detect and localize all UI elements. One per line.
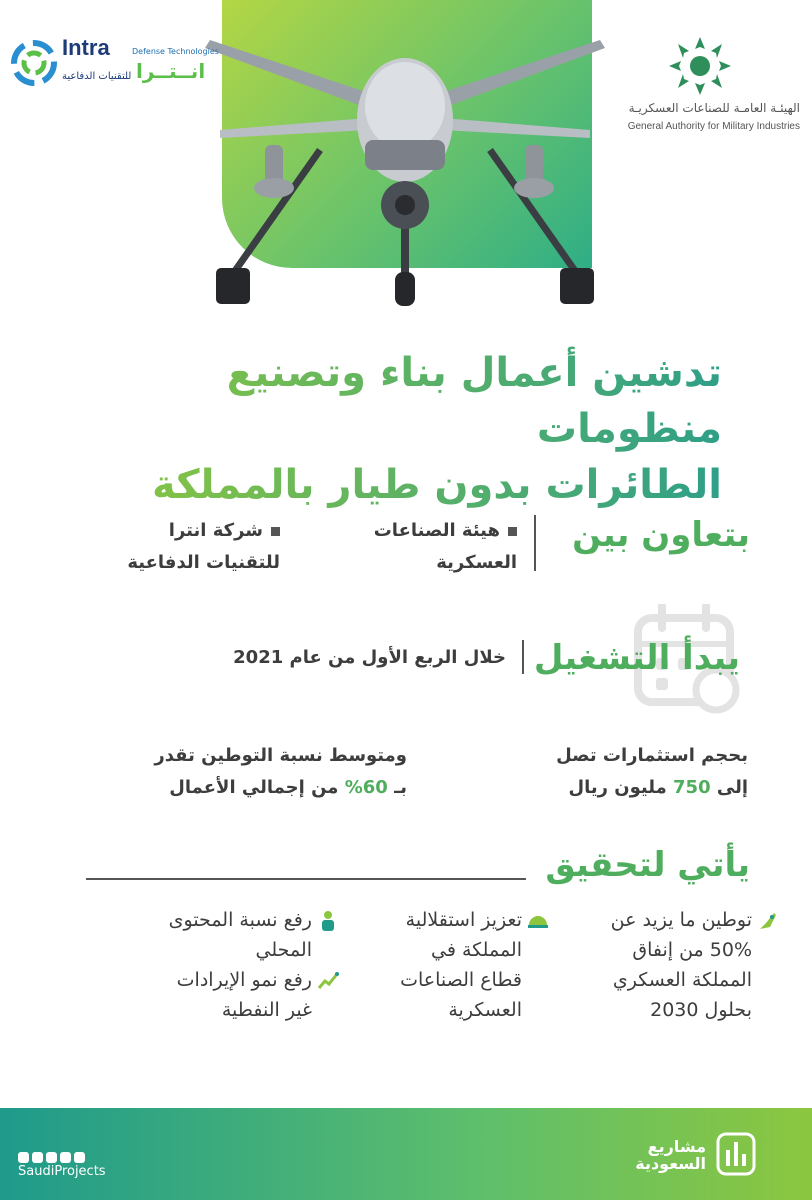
facebook-icon[interactable]	[60, 1152, 71, 1163]
gami-english-name: General Authority for Military Industries	[627, 121, 800, 132]
localization-line-1: ومتوسط نسبة التوطين تقدر	[154, 745, 407, 766]
localization-line-2-prefix: بـ	[387, 777, 407, 798]
party-intra-line-2: للتقنيات الدفاعية	[127, 552, 280, 573]
growth-chart-icon	[316, 969, 340, 993]
intra-arabic-name: انــتــرا	[136, 59, 206, 83]
intra-english-subtitle: Defense Technologies	[132, 47, 219, 56]
goal-2-line-2: المملكة في	[431, 939, 522, 961]
intra-english-name: Intra	[62, 35, 110, 60]
goal-2-line-4: العسكرية	[448, 999, 522, 1021]
headline	[82, 345, 722, 513]
goal-item	[102, 965, 312, 1025]
party-gami-line-1: هيئة الصناعات	[373, 520, 500, 541]
investment-line-2-prefix: إلى	[710, 777, 748, 798]
helmet-icon	[526, 909, 550, 933]
goal-1-line-1: توطين ما يزيد عن	[610, 909, 752, 931]
instagram-icon[interactable]	[74, 1152, 85, 1163]
operation-text: خلال الربع الأول من عام 2021	[233, 647, 506, 668]
headline-line-2: الطائرات بدون طيار بالمملكة	[151, 462, 722, 508]
goal-1-line-3: المملكة العسكري	[612, 969, 752, 991]
goal-3-line-2: المحلي	[255, 939, 312, 961]
investment-block	[448, 740, 748, 804]
saudi-projects-logo-icon	[716, 1132, 756, 1176]
cooperation-divider	[534, 515, 536, 571]
footer-brand	[635, 1138, 706, 1172]
bullet-square	[271, 527, 280, 536]
goal-3-line-1: رفع نسبة المحتوى	[168, 909, 312, 931]
goal-4-line-2: غير النفطية	[221, 999, 312, 1021]
localization-percent: 60%	[344, 777, 388, 798]
soldier-icon	[316, 909, 340, 933]
bullet-square	[508, 527, 517, 536]
gami-logo	[610, 35, 800, 135]
intra-logo	[10, 35, 219, 95]
goal-item	[347, 905, 522, 1025]
twitter-icon[interactable]	[46, 1152, 57, 1163]
operation-title: يبدأ التشغيل	[533, 638, 740, 678]
goal-2-line-1: تعزيز استقلالية	[405, 909, 522, 931]
goal-1-line-4: بحلول 2030	[650, 999, 752, 1021]
footer-brand-line-2: السعودية	[635, 1154, 706, 1173]
intra-arabic-subtitle: للتقنيات الدفاعية	[62, 71, 132, 82]
rocket-icon	[756, 909, 780, 933]
party-intra-line-1: شركة انترا	[168, 520, 263, 541]
localization-line-2-suffix: من إجمالي الأعمال	[169, 777, 345, 798]
headline-line-1: تدشين أعمال بناء وتصنيع منظومات	[226, 350, 722, 452]
goal-2-line-3: قطاع الصناعات	[400, 969, 522, 991]
operation-divider	[522, 640, 524, 674]
gami-arabic-name: الهيئـة العامـة للصناعات العسكريـة	[628, 101, 800, 115]
goal-item	[562, 905, 752, 1025]
goal-item	[102, 905, 312, 965]
footer-handle[interactable]: SaudiProjects	[18, 1164, 106, 1179]
footer-brand-line-1: مشاريع	[647, 1137, 706, 1156]
cooperation-party-intra	[60, 515, 280, 579]
party-gami-line-2: العسكرية	[436, 552, 517, 573]
cooperation-party-gami	[317, 515, 517, 579]
gami-emblem-icon	[665, 35, 735, 97]
intra-emblem-icon	[10, 39, 58, 87]
drone-image	[190, 10, 620, 310]
localization-block	[67, 740, 407, 804]
investment-line-1: بحجم استثمارات تصل	[556, 745, 748, 766]
goal-1-line-2: 50% من إنفاق	[632, 939, 752, 961]
snapchat-icon[interactable]	[18, 1152, 29, 1163]
youtube-icon[interactable]	[32, 1152, 43, 1163]
goal-4-line-1: رفع نمو الإيرادات	[176, 969, 312, 991]
cooperation-title: بتعاون بين	[572, 515, 750, 555]
investment-line-2-suffix: مليون ريال	[568, 777, 674, 798]
goals-title: يأتي لتحقيق	[545, 845, 750, 885]
investment-amount: 750	[673, 777, 711, 798]
goals-divider-line	[86, 878, 526, 880]
